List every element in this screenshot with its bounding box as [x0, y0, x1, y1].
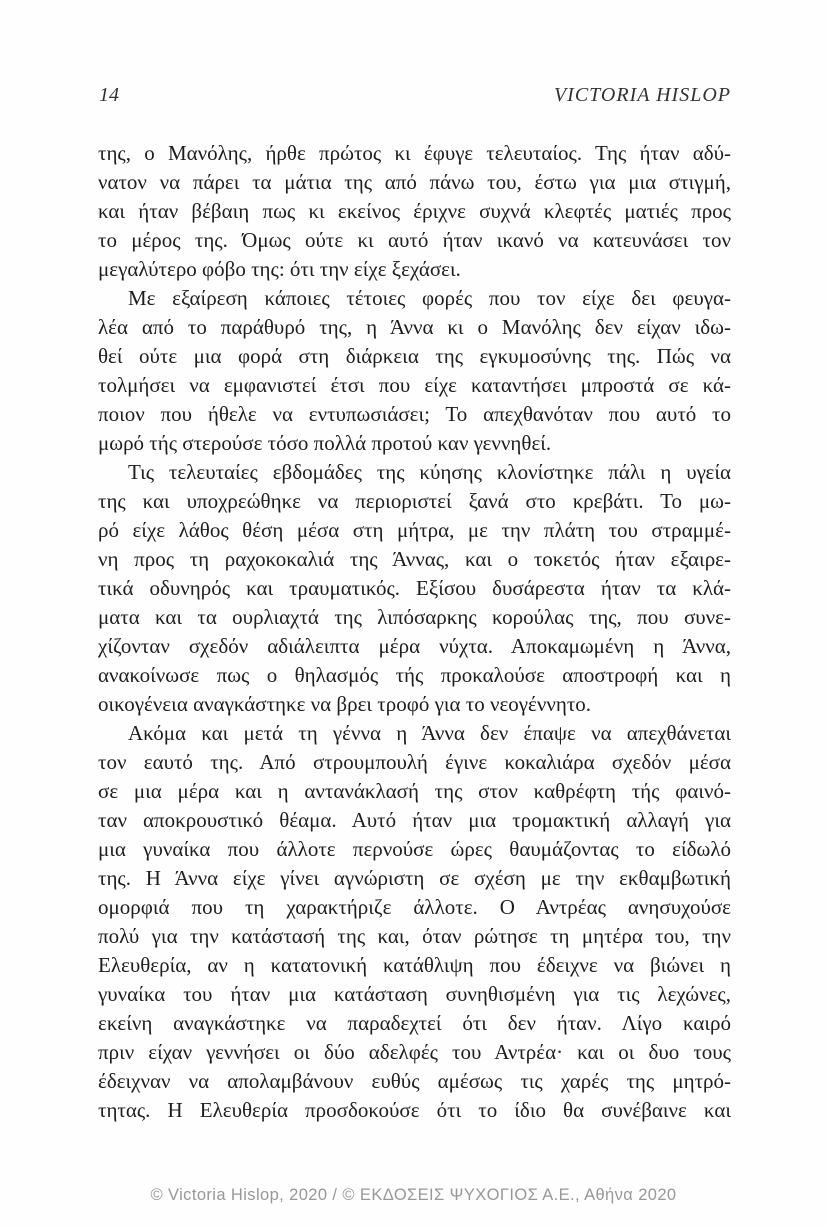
- text-line: νατον να πάρει τα μάτια της από πάνω του, έστω για μια στιγμή,: [98, 170, 731, 194]
- text-line: το μέρος της. Όμως ούτε κι αυτό ήταν ικανό να κατευνάσει τον: [98, 228, 731, 252]
- text-line: Ελευθερία, αν η κατατονική κατάθλιψη που έδειχνε να βιώνει η: [98, 953, 731, 977]
- page-header: [99, 84, 731, 107]
- text-line: έδειχναν να απολαμβάνουν ευθύς αμέσως τις χαρές της μητρό-: [98, 1069, 731, 1093]
- text-line: της. Η Άννα είχε γίνει αγνώριστη σε σχέση με την εκθαμβωτική: [98, 866, 731, 890]
- text-line: λέα από το παράθυρό της, η Άννα κι ο Μανόλης δεν είχαν ιδω-: [98, 315, 731, 339]
- text-line: ανακοίνωσε πως ο θηλασμός τής προκαλούσε αποστροφή και η: [98, 663, 731, 687]
- paragraph: [98, 284, 731, 458]
- text-line: σε μια μέρα και η αντανάκλασή της στον καθρέφτη τής φαινό-: [98, 779, 731, 803]
- text-line: Ακόμα και μετά τη γέννα η Άννα δεν έπαψε να απεχθάνεται: [128, 721, 731, 745]
- text-line: Τις τελευταίες εβδομάδες της κύησης κλονίστηκε πάλι η υγεία: [128, 460, 731, 484]
- text-line: ταν αποκρουστικό θέαμα. Αυτό ήταν μια τρομακτική αλλαγή για: [98, 808, 731, 832]
- text-line: χίζονταν σχεδόν αδιάλειπτα μέρα νύχτα. Αποκαμωμένη η Άννα,: [98, 634, 731, 658]
- text-line: μεγαλύτερο φόβο της: ότι την είχε ξεχάσει.: [98, 257, 461, 281]
- text-line: γυναίκα του ήταν μια κατάσταση συνηθισμένη για τις λεχώνες,: [98, 982, 731, 1006]
- paragraph: [98, 458, 731, 719]
- body-text: [98, 139, 731, 1125]
- text-line: ποιον που ήθελε να εντυπωσιάσει; Το απεχθανόταν που αυτό το: [98, 402, 731, 426]
- text-line: ματα και τα ουρλιαχτά της λιπόσαρκης κορούλας της, που συνε-: [98, 605, 731, 629]
- text-line: ομορφιά που τη χαρακτήριζε άλλοτε. Ο Αντρέας ανησυχούσε: [98, 895, 731, 919]
- text-line: θεί ούτε μια φορά στη διάρκεια της εγκυμοσύνης της. Πώς να: [98, 344, 731, 368]
- text-line: τητας. Η Ελευθερία προσδοκούσε ότι το ίδιο θα συνέβαινε και: [98, 1098, 731, 1122]
- text-line: τολμήσει να εμφανιστεί έτσι που είχε καταντήσει μπροστά σε κά-: [98, 373, 731, 397]
- text-line: τον εαυτό της. Από στρουμπουλή έγινε κοκαλιάρα σχεδόν μέσα: [98, 750, 731, 774]
- text-line: πολύ για την κατάστασή της και, όταν ρώτησε τη μητέρα του, την: [98, 924, 731, 948]
- copyright-text: © Victoria Hislop, 2020 / © ΕΚΔΟΣΕΙΣ ΨΥΧΟΓΙΟΣ Α.Ε., Αθήνα 2020: [150, 1186, 677, 1204]
- text-line: της και υποχρεώθηκε να περιοριστεί ξανά στο κρεβάτι. Το μω-: [98, 489, 731, 513]
- text-line: τικά οδυνηρός και τραυματικός. Εξίσου δυσάρεστα ήταν τα κλά-: [98, 576, 731, 600]
- paragraph: [98, 139, 731, 284]
- page-footer: [0, 1186, 827, 1205]
- running-title: VICTORIA HISLOP: [553, 84, 731, 106]
- text-line: της, ο Μανόλης, ήρθε πρώτος κι έφυγε τελευταίος. Της ήταν αδύ-: [98, 141, 731, 165]
- text-line: ρό είχε λάθος θέση μέσα στη μήτρα, με την πλάτη του στραμμέ-: [98, 518, 731, 542]
- text-line: μωρό τής στερούσε τόσο πολλά προτού καν γεννηθεί.: [98, 431, 552, 455]
- paragraph: [98, 719, 731, 1125]
- text-line: Με εξαίρεση κάποιες τέτοιες φορές που τον είχε δει φευγα-: [128, 286, 731, 310]
- text-line: μια γυναίκα που άλλοτε περνούσε ώρες θαυμάζοντας το είδωλό: [98, 837, 731, 861]
- text-line: και ήταν βέβαιη πως κι εκείνος έριχνε συχνά κλεφτές ματιές προς: [98, 199, 731, 223]
- text-line: εκείνη αναγκάστηκε να παραδεχτεί ότι δεν ήταν. Λίγο καιρό: [98, 1011, 731, 1035]
- text-line: οικογένεια αναγκάστηκε να βρει τροφό για το νεογέννητο.: [98, 692, 592, 716]
- page-number: 14: [99, 84, 119, 106]
- text-line: πριν είχαν γεννήσει οι δύο αδελφές του Αντρέα· και οι δυο τους: [98, 1040, 731, 1064]
- text-line: νη προς τη ραχοκοκαλιά της Άννας, και ο τοκετός ήταν εξαιρε-: [98, 547, 731, 571]
